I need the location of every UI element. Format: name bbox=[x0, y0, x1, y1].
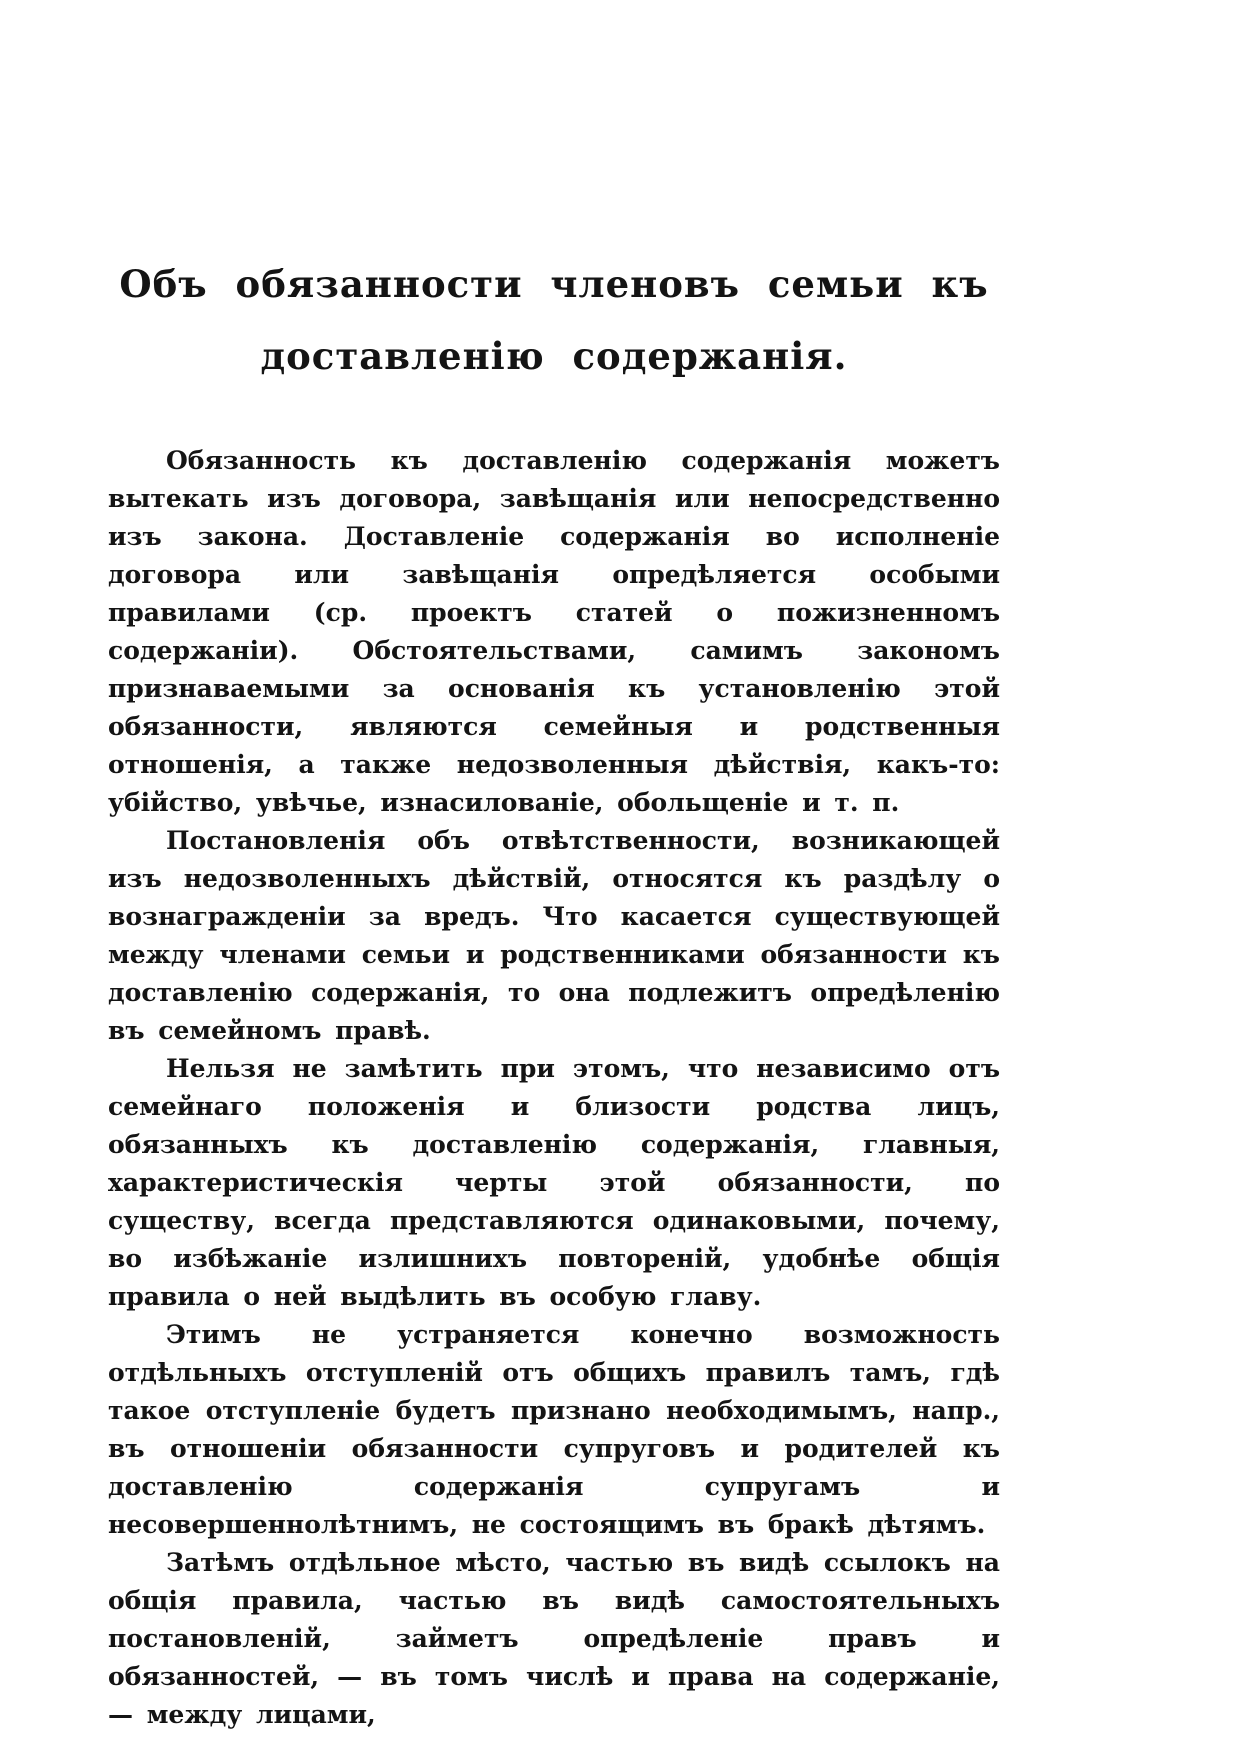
page-title: Объ обязанности членовъ семьи къ доставленію содержанія. bbox=[119, 262, 989, 378]
paragraph: Нельзя не замѣтить при этомъ, что независимо отъ семейнаго положенія и близости родства лицъ, обязанныхъ къ доставленію содержанія, главныя, характеристическія черты этой обязанности, по существу, всегда представляются одинаковыми, почему, во избѣжаніе излишнихъ повтореній, удобнѣе общія правила о ней выдѣлить въ особую главу. bbox=[108, 1054, 1000, 1311]
paragraph: Этимъ не устраняется конечно возможность отдѣльныхъ отступленій отъ общихъ правилъ тамъ, гдѣ такое отступленіе будетъ признано необходимымъ, напр., въ отношеніи обязанности супруговъ и родителей къ доставленію содержанія супругамъ и несовершеннолѣтнимъ, не состоящимъ въ бракѣ дѣтямъ. bbox=[108, 1320, 1000, 1539]
paragraph: Затѣмъ отдѣльное мѣсто, частью въ видѣ ссылокъ на общія правила, частью въ видѣ самостоятельныхъ постановленій, займетъ опредѣленіе правъ и обязанностей, — въ томъ числѣ и права на содержаніе, — между лицами, bbox=[108, 1548, 1000, 1729]
body-text-block bbox=[108, 442, 1000, 1734]
paragraph: Обязанность къ доставленію содержанія можетъ вытекать изъ договора, завѣщанія или непосредственно изъ закона. Доставленіе содержанія во исполненіе договора или завѣщанія опредѣляется особыми правилами (ср. проектъ статей о пожизненномъ содержаніи). Обстоятельствами, самимъ закономъ признаваемыми за основанія къ установленію этой обязанности, являются семейныя и родственныя отношенія, а также недозволенныя дѣйствія, какъ-то: убійство, увѣчье, изнасилованіе, обольщеніе и т. п. bbox=[108, 446, 1000, 817]
paragraph: Постановленія объ отвѣтственности, возникающей изъ недозволенныхъ дѣйствій, относятся къ раздѣлу о вознагражденіи за вредъ. Что касается существующей между членами семьи и родственниками обязанности къ доставленію содержанія, то она подлежитъ опредѣленію въ семейномъ правѣ. bbox=[108, 826, 1000, 1045]
